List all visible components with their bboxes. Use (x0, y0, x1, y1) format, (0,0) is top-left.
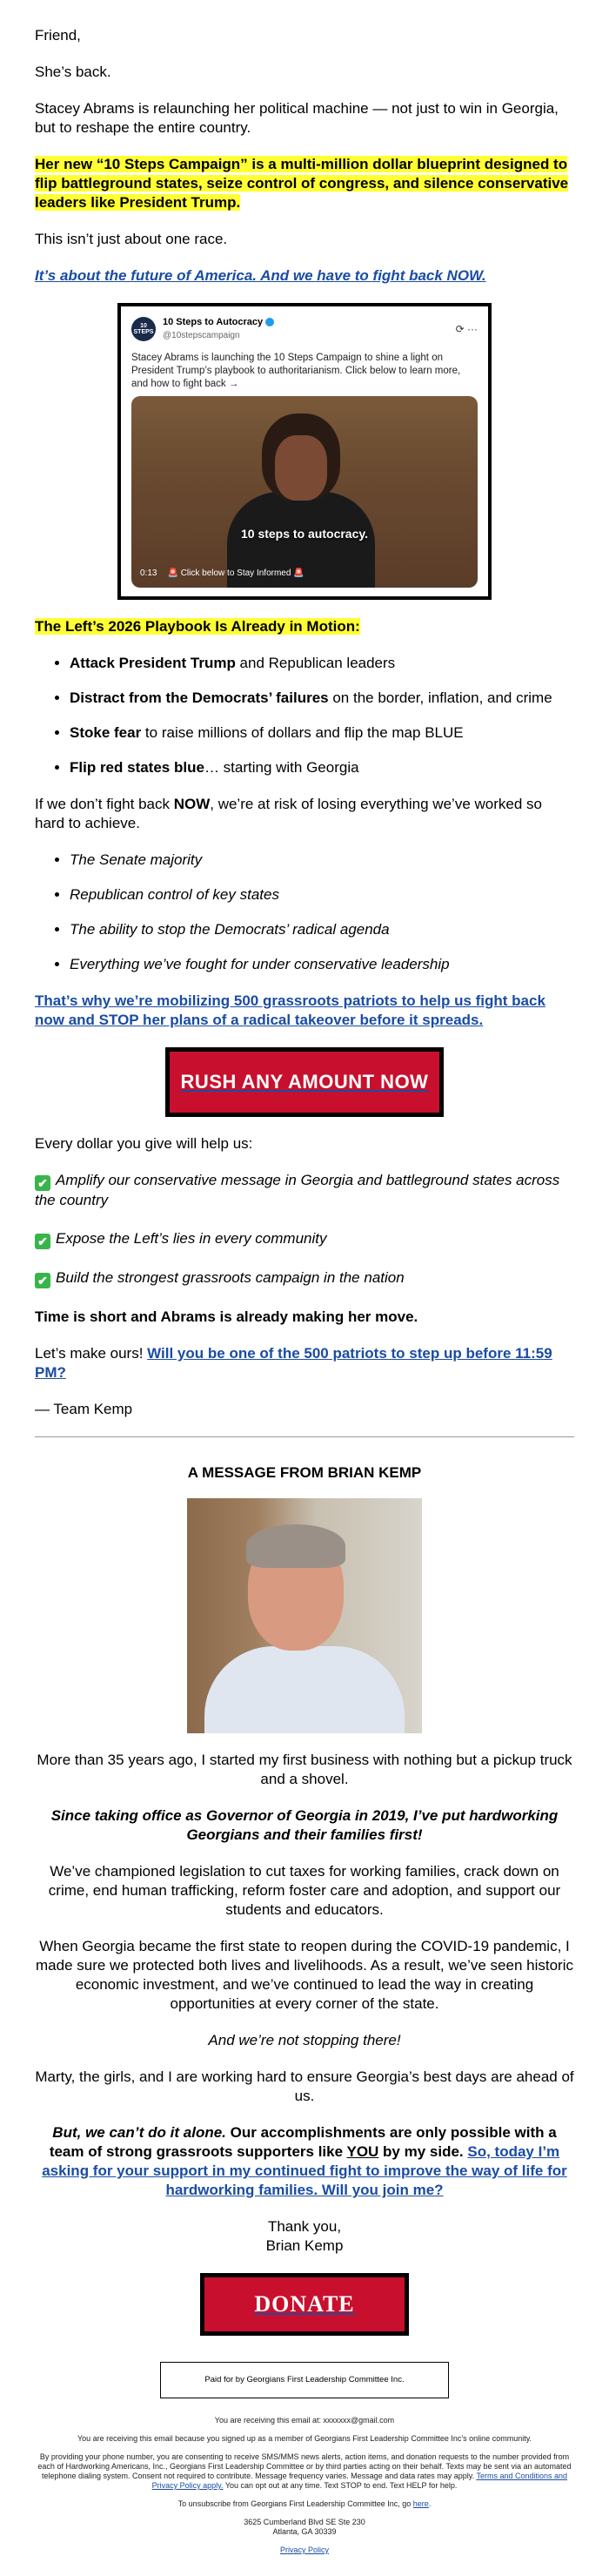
checkmark-icon: ✔ (35, 1234, 50, 1249)
tweet-header (131, 315, 478, 343)
patriots-link[interactable]: Will you be one of the 500 patriots to step up before 11:59 PM? (35, 1345, 552, 1381)
footer-sms: By providing your phone number, you are consenting to receive SMS/MMS news alerts, action items, and donation requests to the number provided from each of Hardworking Americans, Inc., Georgians First Leadership Committee or by third parties acting on their behalf. Texts may be sent via an automated telephone dialing system. Consent not required to contribute. Message frequency varies. Message and data rates may apply. Terms and Conditions and Privacy Policy apply. You can opt out at any time. Text STOP to end. Text HELP for help. (37, 2452, 572, 2490)
kemp-paragraph: And we’re not stopping there! (208, 2032, 401, 2048)
donate-button[interactable]: DONATE (200, 2273, 409, 2336)
playbook-list (35, 654, 574, 777)
unsubscribe-link[interactable]: here (412, 2499, 429, 2508)
list-item: • Everything we’ve fought for under conservative leadership (70, 955, 574, 974)
verified-icon (265, 318, 274, 326)
footer-address-2: Atlanta, GA 30339 (272, 2527, 337, 2536)
kemp-paragraph: Since taking office as Governor of Georgia in 2019, I’ve put hardworking Georgians and their families first! (50, 1807, 559, 1843)
tweet-handle: @10stepscampaign (163, 331, 240, 340)
intro-paragraph: Stacey Abrams is relaunching her political machine — not just to win in Georgia, but to reshape the entire country. (35, 100, 559, 136)
check-item: ✔ Build the strongest grassroots campaign in the nation (35, 1268, 574, 1288)
footer-address-1: 3625 Cumberland Blvd SE Ste 230 (244, 2518, 365, 2526)
email-body (35, 0, 574, 2555)
future-link-paragraph (35, 266, 574, 286)
message-title: A MESSAGE FROM BRIAN KEMP (187, 1464, 422, 1481)
join-me-link[interactable]: So, today I’m asking for your support in my continued fight to improve the way of life for hardworking families. Will you join me? (42, 2143, 567, 2198)
list-item: • The Senate majority (70, 851, 574, 870)
list-item: • Distract from the Democrats’ failures on the border, inflation, and crime (70, 689, 574, 708)
risk-list (35, 851, 574, 974)
make-ours-paragraph: Let’s make ours! Will you be one of the 500 patriots to step up before 11:59 PM? (35, 1345, 552, 1381)
kemp-appeal: But, we can’t do it alone. Our accomplishments are only possible with a team of strong grassroots supporters like YOU by my side. So, today I’m asking for your support in my continued fight to improve the way of life for hardworking families. Will you join me? (42, 2124, 567, 2198)
paid-by-disclaimer: Paid for by Georgians First Leadership Committee Inc. (160, 2362, 449, 2398)
kemp-paragraph: Marty, the girls, and I are working hard to ensure Georgia’s best days are ahead of us. (35, 2068, 574, 2104)
tweet-avatar: 10 STEPS (131, 317, 156, 341)
video-cta[interactable]: 🚨 Click below to Stay Informed 🚨 (167, 568, 304, 578)
future-link[interactable]: It’s about the future of America. And we have to fight back NOW. (35, 267, 486, 284)
list-item: • Flip red states blue… starting with Georgia (70, 758, 574, 777)
tweet-embed[interactable] (117, 303, 492, 600)
tweet-author (163, 315, 274, 343)
video-time: 0:13 (140, 568, 157, 578)
checkmark-icon: ✔ (35, 1273, 50, 1288)
dollar-intro: Every dollar you give will help us: (35, 1135, 253, 1152)
risk-paragraph: If we don’t fight back NOW, we’re at risk of losing everything we’ve worked so hard to achieve. (35, 796, 542, 831)
list-item: • Republican control of key states (70, 885, 574, 905)
tweet-actions-icon[interactable]: ⟳ ··· (455, 323, 478, 335)
tweet-video[interactable] (131, 396, 478, 588)
video-caption: 10 steps to autocracy. (240, 527, 369, 541)
tweet-text: Stacey Abrams is launching the 10 Steps Campaign to shine a light on President Trump’s playbook to authoritarianism. Click below to learn more, and how to fight back → (131, 353, 461, 389)
list-item: • Attack President Trump and Republican leaders (70, 654, 574, 673)
playbook-heading: The Left’s 2026 Playbook Is Already in Motion: (35, 618, 360, 635)
kemp-paragraph: More than 35 years ago, I started my first business with nothing but a pickup truck and a shovel. (37, 1752, 572, 1787)
list-item: • The ability to stop the Democrats’ radical agenda (70, 920, 574, 939)
footer-privacy (35, 2546, 574, 2555)
tweet-name: 10 Steps to Autocracy (163, 317, 264, 327)
speaker-figure (227, 414, 375, 588)
rush-amount-button[interactable]: RUSH ANY AMOUNT NOW (165, 1047, 444, 1117)
video-bar (140, 567, 315, 581)
check-item: ✔ Expose the Left’s lies in every community (35, 1229, 574, 1249)
list-item: • Stoke fear to raise millions of dollars and flip the map BLUE (70, 723, 574, 743)
thanks: Thank you, (267, 2218, 342, 2235)
intro-line: She’s back. (35, 64, 111, 80)
kemp-paragraph: When Georgia became the first state to reopen during the COVID-19 pandemic, I made sure we protected both lives and livelihoods. As a result, we’ve seen historic economic investment, and we’ve continued to lead the way in creating opportunities at every corner of the state. (36, 1938, 573, 2012)
mobilize-paragraph (35, 992, 574, 1030)
divider (35, 1436, 574, 1437)
privacy-link[interactable]: Privacy Policy (279, 2546, 329, 2554)
kemp-photo (187, 1498, 422, 1733)
salutation: Friend, (35, 27, 81, 44)
one-race-line: This isn’t just about one race. (35, 231, 228, 247)
terms-link[interactable]: Terms and Conditions and Privacy Policy apply. (151, 2472, 568, 2490)
checkmark-icon: ✔ (35, 1175, 50, 1191)
signoff: — Team Kemp (35, 1401, 133, 1417)
mobilize-link[interactable]: That’s why we’re mobilizing 500 grassroots patriots to help us fight back now and STOP her plans of a radical takeover before it spreads. (35, 992, 545, 1028)
footer-signed-up: You are receiving this email because you signed up as a member of Georgians First Leadership Committee Inc’s online community. (77, 2434, 532, 2443)
footer-receiving: You are receiving this email at: xxxxxxx@gmail.com (214, 2416, 395, 2425)
kemp-paragraph: We’ve championed legislation to cut taxes for working families, crack down on crime, end human trafficking, reform foster care and adoption, and support our students and educators. (48, 1863, 561, 1918)
footer-unsubscribe: To unsubscribe from Georgians First Leadership Committee Inc, go here. (177, 2499, 432, 2508)
check-item: ✔ Amplify our conservative message in Georgia and battleground states across the country (35, 1172, 560, 1208)
highlight-paragraph (35, 155, 574, 212)
signature-name: Brian Kemp (265, 2237, 344, 2254)
highlight-text: Her new “10 Steps Campaign” is a multi-million dollar blueprint designed to flip battleground states, seize control of congress, and silence conservative leaders like President Trump. (35, 156, 569, 211)
time-short: Time is short and Abrams is already making her move. (35, 1308, 418, 1325)
